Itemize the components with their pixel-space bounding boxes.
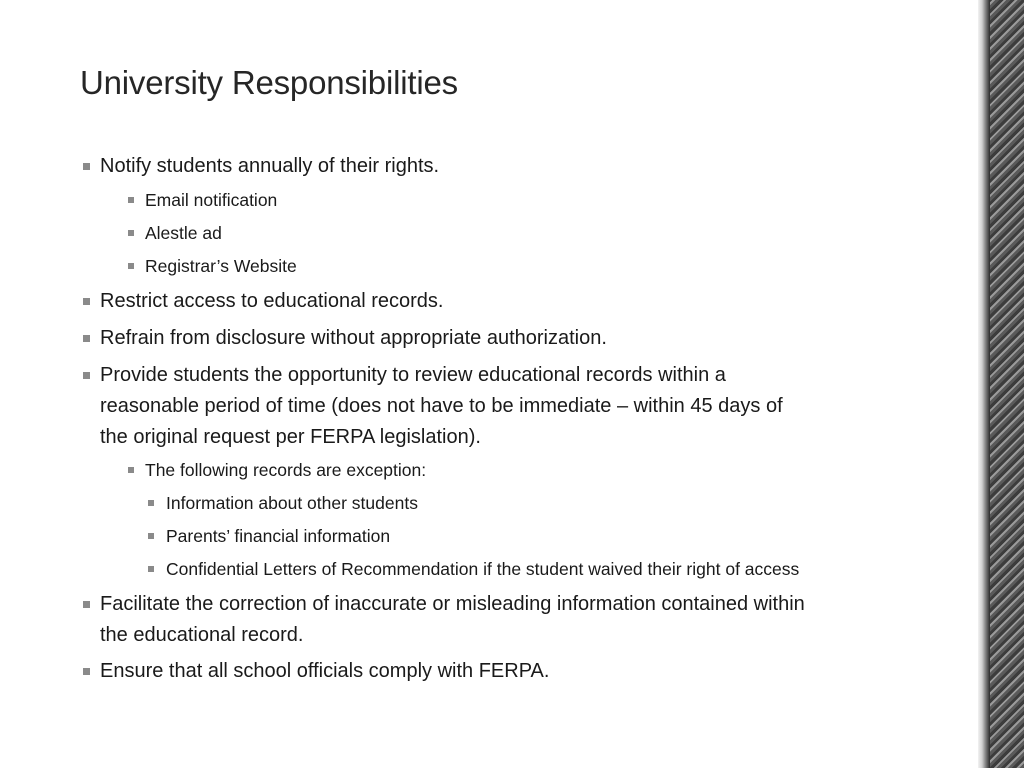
sub-sub-bullet-recommendation xyxy=(166,557,799,582)
bullet-text: Parents’ financial information xyxy=(166,526,391,546)
bullet-text: Restrict access to educational records. xyxy=(100,290,444,312)
square-bullet-icon xyxy=(128,230,134,236)
bullet-facilitate xyxy=(100,589,805,651)
square-bullet-icon xyxy=(128,263,134,269)
sub-bullet-email xyxy=(145,188,277,213)
square-bullet-icon xyxy=(83,372,90,379)
sub-bullet-registrar xyxy=(145,254,297,279)
bullet-text-line: Facilitate the correction of inaccurate or misleading information contained within xyxy=(100,593,805,615)
square-bullet-icon xyxy=(148,500,154,506)
bullet-text: Confidential Letters of Recommendation if the student waived their right of access xyxy=(166,559,800,579)
bullet-provide xyxy=(100,360,783,453)
square-bullet-icon xyxy=(83,335,90,342)
bullet-text-line: the original request per FERPA legislation). xyxy=(100,426,481,448)
square-bullet-icon xyxy=(83,668,90,675)
bullet-notify xyxy=(100,151,439,182)
square-bullet-icon xyxy=(148,566,154,572)
bullet-text: Notify students annually of their rights. xyxy=(100,155,440,177)
square-bullet-icon xyxy=(128,197,134,203)
bullet-ensure xyxy=(100,656,549,687)
square-bullet-icon xyxy=(83,601,90,608)
square-bullet-icon xyxy=(83,298,90,305)
bullet-text: Email notification xyxy=(145,190,278,210)
textured-border-pattern xyxy=(988,0,1024,768)
bullet-text-line: Provide students the opportunity to review educational records within a xyxy=(100,364,726,386)
sub-sub-bullet-parents-financial xyxy=(166,524,390,549)
bullet-text: Refrain from disclosure without appropriate authorization. xyxy=(100,327,607,349)
bullet-refrain xyxy=(100,323,607,354)
bullet-restrict xyxy=(100,286,444,317)
bullet-text-line: reasonable period of time (does not have to be immediate – within 45 days of xyxy=(100,395,783,417)
bullet-text: Information about other students xyxy=(166,493,418,513)
bullet-text: The following records are exception: xyxy=(145,460,427,480)
sub-sub-bullet-other-students xyxy=(166,491,418,516)
slide-title: University Responsibilities xyxy=(80,64,458,101)
border-edge-gradient xyxy=(978,0,990,768)
square-bullet-icon xyxy=(128,467,134,473)
bullet-text-line: the educational record. xyxy=(100,624,304,646)
bullet-text: Registrar’s Website xyxy=(145,256,297,276)
bullet-text: Alestle ad xyxy=(145,223,222,243)
square-bullet-icon xyxy=(83,163,90,170)
decorative-side-strip xyxy=(978,0,1024,768)
bullet-text: Ensure that all school officials comply with FERPA. xyxy=(100,660,550,682)
square-bullet-icon xyxy=(148,533,154,539)
sub-bullet-exceptions xyxy=(145,458,426,483)
sub-bullet-alestle xyxy=(145,221,222,246)
